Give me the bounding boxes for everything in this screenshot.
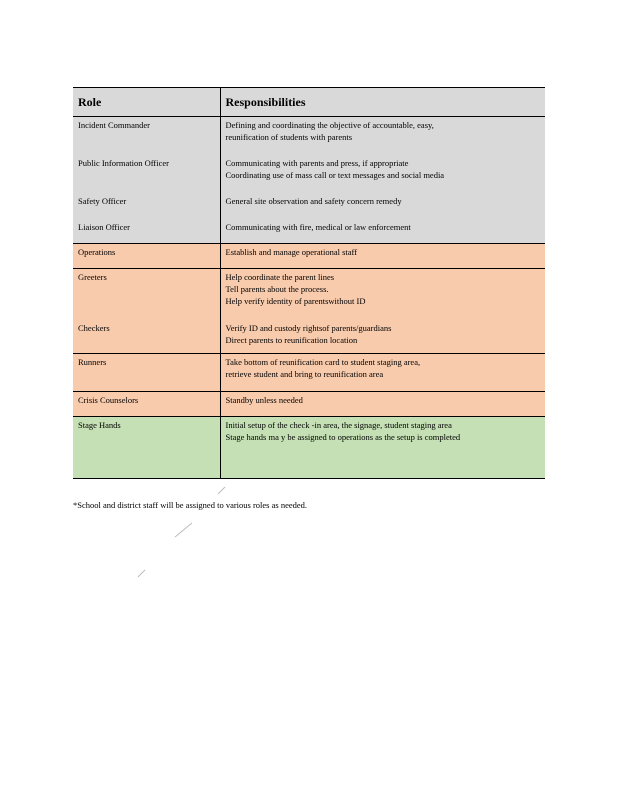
table-row: [73, 244, 545, 269]
responsibility-line: Communicating with fire, medical or law enforcement: [225, 221, 411, 232]
table-header-row: [73, 88, 545, 117]
responsibility-cell: [220, 155, 545, 193]
table-row: [73, 417, 545, 479]
role-cell: Stage Hands: [73, 417, 220, 479]
table-row: [73, 219, 545, 244]
responsibility-cell: [220, 219, 545, 244]
responsibility-cell: [220, 117, 545, 155]
table-row: [73, 155, 545, 193]
responsibility-cell: [220, 392, 545, 417]
responsibility-line: General site observation and safety concern remedy: [225, 195, 402, 206]
table-row: [73, 269, 545, 320]
responsibility-line: Standby unless needed: [225, 395, 303, 405]
responsibility-cell: [220, 193, 545, 219]
responsibility-line: Tell parents about the process.: [225, 284, 329, 294]
table-row: [73, 354, 545, 392]
responsibility-cell: [220, 417, 545, 479]
role-cell: Incident Commander: [73, 117, 220, 155]
responsibility-line: Help verify identity of parentswithout ID: [225, 296, 366, 306]
table-row: [73, 193, 545, 219]
role-cell: Public Information Officer: [73, 155, 220, 193]
responsibility-line: Communicating with parents and press, if appropriate: [225, 157, 409, 168]
role-cell: Operations: [73, 244, 220, 269]
responsibility-line: Establish and manage operational staff: [225, 247, 358, 257]
responsibility-cell: [220, 269, 545, 320]
table-row: [73, 117, 545, 155]
footnote: *School and district staff will be assigned to various roles as needed.: [73, 500, 308, 510]
role-cell: Liaison Officer: [73, 219, 220, 244]
responsibility-line: Defining and coordinating the objective of accountable, easy,: [225, 120, 434, 130]
responsibility-line: reunification of students with parents: [225, 132, 353, 142]
responsibility-cell: [220, 354, 545, 392]
responsibility-line: Coordinating use of mass call or text messages and social media: [225, 169, 445, 180]
responsibility-cell: [220, 320, 545, 354]
responsibility-line: Help coordinate the parent lines: [225, 272, 335, 282]
responsibility-line: Take bottom of reunification card to student staging area,: [225, 357, 421, 367]
stray-marks: [130, 485, 240, 585]
role-cell: Checkers: [73, 320, 220, 354]
roles-table: [73, 87, 545, 479]
responsibility-line: Stage hands ma y be assigned to operations as the setup is completed: [225, 432, 461, 442]
role-cell: Runners: [73, 354, 220, 392]
responsibility-line: retrieve student and bring to reunification area: [225, 369, 384, 379]
responsibility-cell: [220, 244, 545, 269]
responsibility-line: Initial setup of the check -in area, the signage, student staging area: [225, 420, 452, 430]
role-cell: Greeters: [73, 269, 220, 320]
role-cell: Crisis Counselors: [73, 392, 220, 417]
table-row: [73, 320, 545, 354]
table-row: [73, 392, 545, 417]
role-cell: Safety Officer: [73, 193, 220, 219]
header-responsibilities: Responsibilities: [220, 88, 545, 117]
responsibility-line: Direct parents to reunification location: [225, 334, 358, 345]
responsibility-line: Verify ID and custody rightsof parents/guardians: [225, 322, 392, 333]
header-role: Role: [73, 88, 220, 117]
